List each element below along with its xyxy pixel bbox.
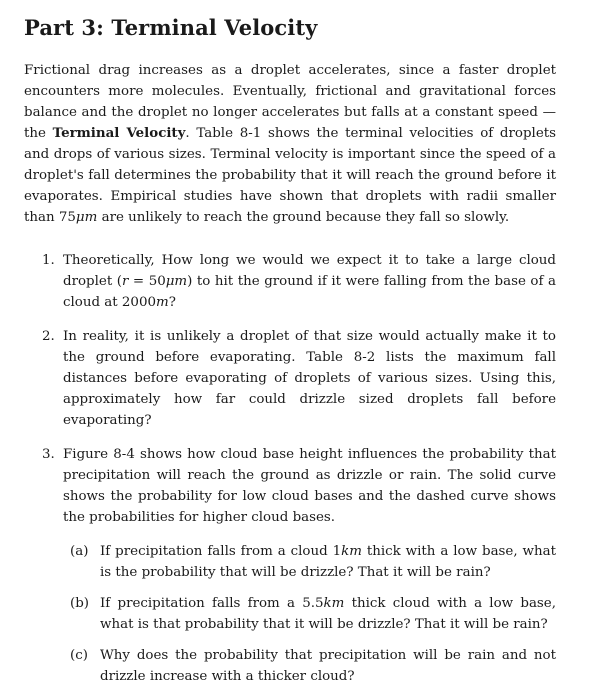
section-title: Part 3: Terminal Velocity [24,15,318,40]
question-text: In reality, it is unlikely a droplet of that size would actually make it to the ground before evaporating. Table 8-2 lists the maximum fall distances before evaporating of droplets of various sizes. Using this, approximately how far could drizzle sized droplets fall before evaporating? [63,329,556,428]
question-1 [24,250,556,313]
intro-text-2: . Table 8-1 shows the terminal velocities of droplets and drops of various sizes. Terminal velocity is important since the speed of a droplet's fall determines the probability that it will reach the ground before it evaporates. Empirical studies have shown that droplets with radii smaller than [24,126,557,225]
question-3 [24,444,556,687]
subquestion-text: thick with a low base, what is the probability that will be drizzle? That it will be rain? [100,544,556,580]
question-number: 3. [42,447,55,462]
question-text: Theoretically, How long we would we expect it to take a large cloud droplet ( [63,253,556,289]
subquestion-text: If precipitation falls from a cloud 1 [100,544,342,559]
subquestion-b [63,593,556,635]
question-number: 2. [42,329,55,344]
subquestion-label: (a) [70,544,89,559]
thickness-unit: km [341,544,362,559]
height-unit: m [156,295,169,310]
radius-unit: μm [165,274,188,289]
subquestion-label: (b) [70,596,90,611]
radius-variable: r [121,274,129,289]
question-text: ) to hit the ground if it were falling from the base of a cloud at 2000 [63,274,556,310]
question-list [24,250,556,687]
intro-text-3: are unlikely to reach the ground because they fall so slowly. [97,210,510,225]
subquestion-list [63,541,556,687]
intro-text-1: Frictional drag increases as a droplet accelerates, since a faster droplet encounters more molecules. Eventually, frictional and gravitational forces balance and the droplet no longer accelerates but falls at a constant speed — the [24,63,556,141]
radius-equation: = 50 [128,274,166,289]
intro-paragraph [24,60,556,228]
thickness-unit: km [323,596,345,611]
subquestion-text: If precipitation falls from a 5.5 [100,596,324,611]
question-text: Figure 8-4 shows how cloud base height influences the probability that precipitation will reach the ground as drizzle or rain. The solid curve shows the probability for low cloud bases and the dashed curve shows the probabilities for higher cloud bases. [63,447,556,525]
radius-unit: μm [75,210,98,225]
subquestion-text: Why does the probability that precipitation will be rain and not drizzle increase with a thicker cloud? [100,648,556,684]
subquestion-c [63,645,556,687]
subquestion-label: (c) [70,648,88,663]
document-page [24,0,556,700]
subquestion-a [63,541,556,583]
subquestion-text: thick cloud with a low base, what is that probability that it will be drizzle? That it will be rain? [100,596,556,632]
question-number: 1. [42,253,55,268]
question-2 [24,326,556,431]
terminal-velocity-term: Terminal Velocity [52,125,186,141]
radius-value: 75 [58,210,76,225]
question-text: ? [168,295,176,310]
